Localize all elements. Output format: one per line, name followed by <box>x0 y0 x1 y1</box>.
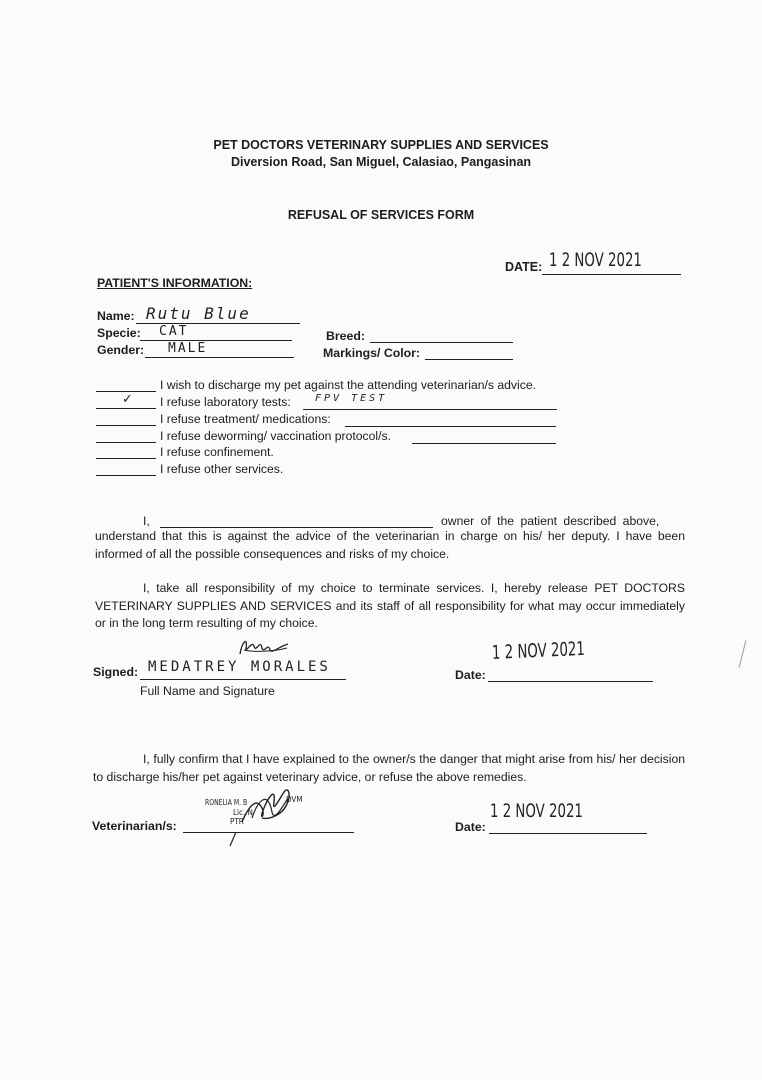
date-label: DATE: <box>505 260 543 274</box>
option-detail-value: FPV TEST <box>315 393 388 404</box>
signed-label: Signed: <box>93 665 139 679</box>
owner-signature-scribble <box>232 632 292 662</box>
signed-date-stamp: 1 2 NOV 2021 <box>491 637 586 664</box>
option-check-line[interactable] <box>96 425 156 426</box>
gender-label: Gender: <box>97 343 145 357</box>
paragraph1-suffix: owner of the patient described above, <box>441 514 660 528</box>
name-label: Name: <box>97 309 135 323</box>
option-check-line[interactable] <box>96 408 156 409</box>
breed-label: Breed: <box>326 329 365 343</box>
gender-value: MALE <box>168 341 208 356</box>
date-stamp-top: 1 2 NOV 2021 <box>549 249 642 271</box>
option-text: I refuse treatment/ medications: <box>160 412 331 426</box>
vet-date-stamp: 1 2 NOV 2021 <box>490 800 583 822</box>
specie-label: Specie: <box>97 326 141 340</box>
signed-line[interactable] <box>140 679 346 680</box>
signed-caption: Full Name and Signature <box>140 684 275 698</box>
option-detail-line <box>303 409 557 410</box>
option-text: I refuse other services. <box>160 462 284 476</box>
specie-line <box>140 340 292 341</box>
vet-date-line[interactable] <box>489 833 647 834</box>
markings-label: Markings/ Color: <box>323 346 421 360</box>
option-detail-line <box>345 426 556 427</box>
paragraph1-body: understand that this is against the advice of the veterinarian in charge on his/ her deputy. I have been informed of all the possible consequences and risks of my choice. <box>95 529 685 561</box>
company-address: Diversion Road, San Miguel, Calasiao, Pangasinan <box>230 155 532 169</box>
vet-stamp-ptr: PTR <box>230 817 244 826</box>
vet-stamp-name: RONELIA M. B <box>205 798 248 807</box>
option-text: I refuse laboratory tests: <box>160 395 291 409</box>
paragraph3: I, fully confirm that I have explained to the owner/s the danger that might arise from his/ her decision to discharge his/her pet against veterinary advice, or refuse the above remedies. <box>93 752 685 784</box>
signed-date-label: Date: <box>455 668 486 682</box>
paragraph1-prefix: I, <box>143 514 150 528</box>
vet-date-label: Date: <box>455 820 486 834</box>
date-line <box>542 274 681 275</box>
breed-line <box>370 342 513 343</box>
vet-stamp-suffix: DVM <box>286 795 303 804</box>
veterinarian-label: Veterinarian/s: <box>92 819 177 833</box>
markings-line <box>425 359 513 360</box>
form-title: REFUSAL OF SERVICES FORM <box>287 208 475 222</box>
specie-value: CAT <box>159 324 189 339</box>
option-check-line[interactable] <box>96 475 156 476</box>
veterinarian-signature-scribble <box>222 778 312 848</box>
signed-date-line[interactable] <box>488 681 653 682</box>
paragraph2: I, take all responsibility of my choice to terminate services. I, hereby release PET DOCTORS VETERINARY SUPPLIES AND SERVICES and its staff of all responsibility for what may occur immediately or in the long term resulting of my choice. <box>95 581 685 630</box>
option-text: I refuse confinement. <box>160 445 274 459</box>
option-text: I refuse deworming/ vaccination protocol/s. <box>160 429 391 443</box>
option-text: I wish to discharge my pet against the attending veterinarian/s advice. <box>160 378 536 392</box>
option-check-line[interactable] <box>96 442 156 443</box>
option-check-line[interactable] <box>96 458 156 459</box>
signed-name-value: MEDATREY MORALES <box>148 659 331 675</box>
name-value: Rutu Blue <box>146 304 251 323</box>
company-name: PET DOCTORS VETERINARY SUPPLIES AND SERVICES <box>213 138 549 152</box>
vet-stamp-license: Lic. N <box>233 808 253 817</box>
option-check-mark: ✓ <box>122 391 133 406</box>
patient-info-label: PATIENT'S INFORMATION: <box>97 276 253 290</box>
option-detail-line <box>412 443 556 444</box>
margin-mark <box>739 640 747 667</box>
gender-line <box>145 357 294 358</box>
